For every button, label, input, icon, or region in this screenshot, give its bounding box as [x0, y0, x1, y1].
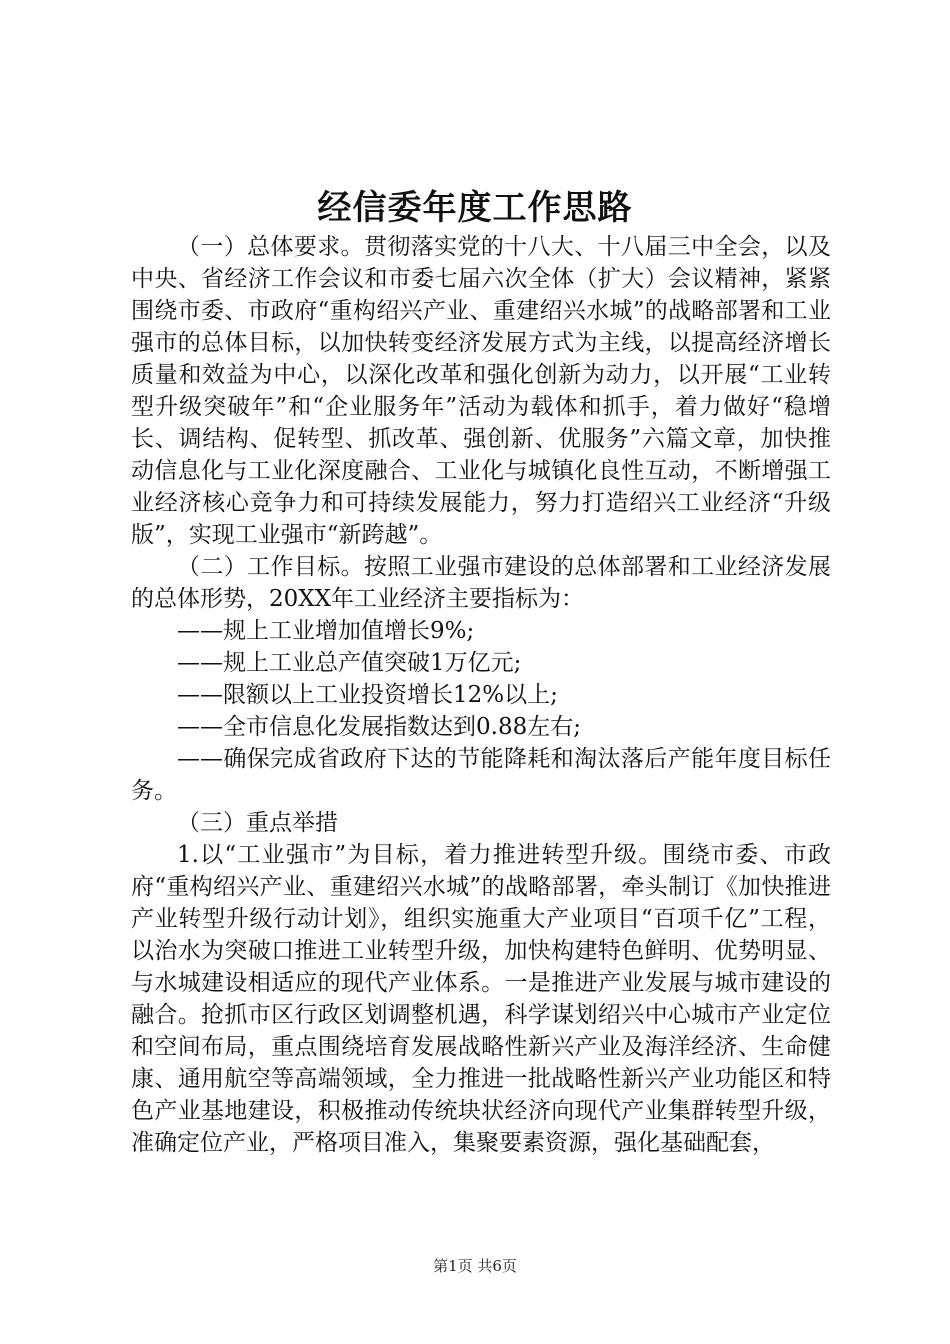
target-item: ——全市信息化发展指数达到0.88左右;: [177, 714, 581, 740]
document-body: [131, 231, 831, 1159]
section-heading-key-measures: （三）重点举措: [177, 810, 338, 836]
target-item: ——规上工业总产值突破1万亿元;: [177, 650, 522, 676]
target-item: ——限额以上工业投资增长12%以上;: [177, 682, 558, 708]
paragraph-general-requirements: （一）总体要求。贯彻落实党的十八大、十八届三中全会，以及中央、省经济工作会议和市委七届六次全体（扩大）会议精神，紧紧围绕市委、市政府“重构绍兴产业、重建绍兴水城”的战略部署和工业强市的总体目标，以加快转变经济发展方式为主线，以提高经济增长质量和效益为中心，以深化改革和强化创新为动力，以开展“工业转型升级突破年”和“企业服务年”活动为载体和抓手，着力做好“稳增长、调结构、促转型、抓改革、强创新、优服务”六篇文章，加快推动信息化与工业化深度融合、工业化与城镇化良性互动，不断增强工业经济核心竞争力和可持续发展能力，努力打造绍兴工业经济“升级版”，实现工业强市“新跨越”。: [131, 234, 831, 548]
target-item: ——确保完成省政府下达的节能降耗和淘汰落后产能年度目标任务。: [131, 746, 831, 804]
page-footer: 第1页 共6页: [433, 1257, 517, 1275]
paragraph-key-measures: 1.以“工业强市”为目标，着力推进转型升级。围绕市委、市政府“重构绍兴产业、重建绍兴水城”的战略部署，牵头制订《加快推进产业转型升级行动计划》，组织实施重大产业项目“百项千亿”工程，以治水为突破口推进工业转型升级，加快构建特色鲜明、优势明显、与水城建设相适应的现代产业体系。一是推进产业发展与城市建设的融合。抢抓市区行政区划调整机遇，科学谋划绍兴中心城市产业定位和空间布局，重点围绕培育发展战略性新兴产业及海洋经济、生命健康、通用航空等高端领域，全力推进一批战略性新兴产业功能区和特色产业基地建设，积极推动传统块状经济向现代产业集群转型升级，准确定位产业，严格项目准入，集聚要素资源，强化基础配套，: [131, 842, 831, 1156]
paragraph-work-targets: （二）工作目标。按照工业强市建设的总体部署和工业经济发展的总体形势，20XX年工业经济主要指标为：: [131, 554, 831, 612]
document-title: 经信委年度工作思路: [317, 188, 633, 228]
target-item: ——规上工业增加值增长9%;: [177, 618, 475, 644]
